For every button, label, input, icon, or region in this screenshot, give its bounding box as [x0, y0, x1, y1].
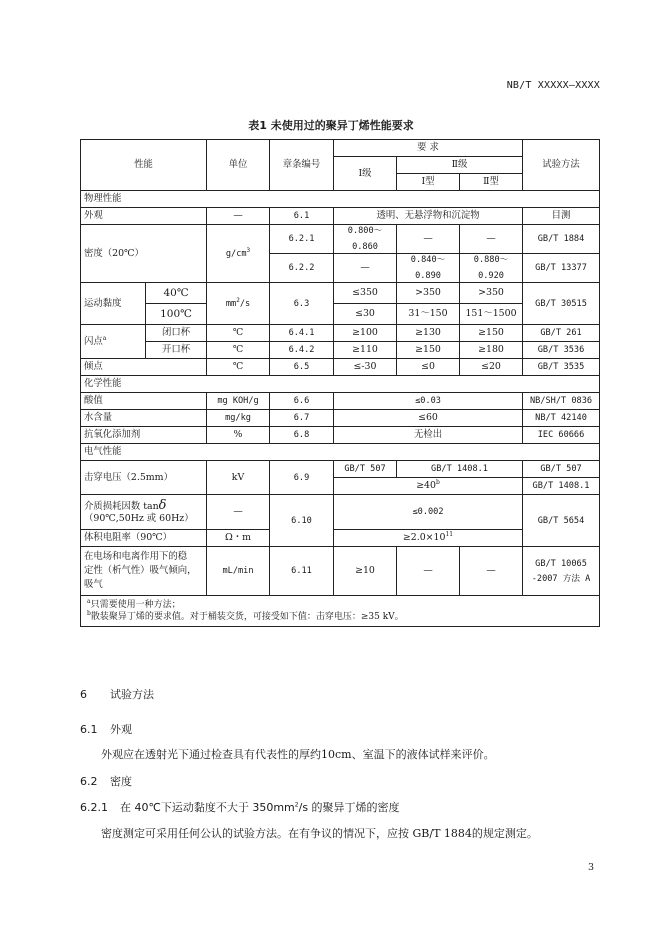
row-type2: ≤20	[460, 359, 523, 376]
row-method: IEC 60666	[523, 427, 600, 444]
page-number: 3	[587, 862, 594, 873]
row-clause: 6.1	[270, 208, 334, 225]
row-unit: Ω・m	[207, 530, 270, 547]
row-type1: 31～150	[397, 304, 460, 325]
row-type1: —	[397, 225, 460, 254]
section-6-2-heading: 6.2 密度	[80, 775, 132, 788]
row-method-a: GB/T 507	[334, 461, 397, 478]
row-method: GB/T 1408.1	[523, 478, 600, 495]
row-name: 运动黏度	[81, 283, 146, 325]
section-row	[81, 191, 600, 208]
table-caption: 表1 未使用过的聚异丁烯性能要求	[248, 119, 414, 132]
row-clause: 6.11	[270, 547, 334, 596]
row-clause: 6.2.2	[270, 254, 334, 283]
row-method: GB/T 30515	[523, 283, 600, 325]
row-name: 酸值	[81, 393, 207, 410]
header-requirement: 要 求	[334, 140, 523, 157]
row-grade1: ≤-30	[334, 359, 397, 376]
row-requirement: $\ge 2.0\times 10^{11}$	[334, 530, 523, 547]
row-unit: mg KOH/g	[207, 393, 270, 410]
section-6-2-1-text: 密度测定可采用任何公认的试验方法。在有争议的情况下，应按 GB/T 1884的规定测定。	[101, 827, 538, 840]
row-method: GB/T 3536	[523, 342, 600, 359]
table-row	[81, 304, 600, 325]
section-6-1-text: 外观应在透射光下通过检查具有代表性的厚约10cm、室温下的液体试样来评价。	[101, 748, 495, 761]
row-unit: %	[207, 427, 270, 444]
row-sub: 闭口杯	[146, 325, 207, 342]
table-row	[81, 342, 600, 359]
row-method: NB/SH/T 0836	[523, 393, 600, 410]
row-sub: 开口杯	[146, 342, 207, 359]
row-clause: 6.8	[270, 427, 334, 444]
row-name: 倾点	[81, 359, 207, 376]
row-method: GB/T 5654	[523, 495, 600, 547]
table-row	[81, 393, 600, 410]
row-method: NB/T 42140	[523, 410, 600, 427]
row-name: 击穿电压（2.5mm）	[81, 461, 207, 495]
row-name: 抗氧化添加剂	[81, 427, 207, 444]
row-clause: 6.5	[270, 359, 334, 376]
section-row	[81, 376, 600, 393]
row-unit: kV	[207, 461, 270, 495]
header-clause: 章条编号	[270, 140, 334, 191]
row-unit: $g/cm^3$	[207, 225, 270, 283]
row-type2: —	[460, 225, 523, 254]
row-grade1: —	[334, 254, 397, 283]
row-method: GB/T 261	[523, 325, 600, 342]
row-type1: >350	[397, 283, 460, 304]
row-method: 目测	[523, 208, 600, 225]
table-row	[81, 359, 600, 376]
row-type1: ≥130	[397, 325, 460, 342]
note-a: $^a$只需要使用一种方法；	[87, 598, 181, 610]
row-method: GB/T 3535	[523, 359, 600, 376]
row-requirement: ≤0.002	[334, 495, 523, 530]
row-grade1: ≥10	[334, 547, 397, 596]
header-type1: Ⅰ型	[397, 174, 460, 191]
notes-row	[81, 596, 600, 627]
row-clause: 6.4.1	[270, 325, 334, 342]
row-type1: ≥150	[397, 342, 460, 359]
row-type2: 0.880～ 0.920	[460, 254, 523, 283]
row-unit: —	[207, 495, 270, 530]
section-6-heading: 6 试验方法	[80, 688, 154, 701]
row-method: GB/T 507	[523, 461, 600, 478]
row-unit: $mm^2/s$	[207, 283, 270, 325]
row-grade1: ≤30	[334, 304, 397, 325]
row-method-b: GB/T 1408.1	[397, 461, 523, 478]
row-requirement: ≤60	[334, 410, 523, 427]
row-clause: 6.4.2	[270, 342, 334, 359]
row-method: GB/T 13377	[523, 254, 600, 283]
row-name: 水含量	[81, 410, 207, 427]
section-row	[81, 444, 600, 461]
row-clause: 6.6	[270, 393, 334, 410]
row-name: 外观	[81, 208, 207, 225]
table-row	[81, 495, 600, 530]
row-grade1: ≤350	[334, 283, 397, 304]
table-header-row	[81, 140, 600, 157]
header-type2: Ⅱ型	[460, 174, 523, 191]
row-type1: ≤0	[397, 359, 460, 376]
row-requirement: ≤0.03	[334, 393, 523, 410]
row-name: 体积电阻率（90℃）	[81, 530, 207, 547]
table-row	[81, 530, 600, 547]
row-requirement: $\ge 40^b$	[334, 478, 523, 495]
section-chemical: 化学性能	[81, 376, 600, 393]
row-type1: 0.840～ 0.890	[397, 254, 460, 283]
row-name: 闪点$^a$	[81, 325, 146, 359]
row-name: 密度（20℃）	[81, 225, 207, 283]
header-unit: 单位	[207, 140, 270, 191]
table-row	[81, 547, 600, 596]
header-grade2: Ⅱ级	[397, 157, 523, 174]
row-method: GB/T 10065 -2007 方法 A	[523, 547, 600, 596]
section-6-2-1-heading: 6.2.1 在 40℃下运动黏度不大于 $350mm^2/s$ 的聚异丁烯的密度	[80, 801, 400, 814]
row-method: GB/T 1884	[523, 225, 600, 254]
row-clause: 6.7	[270, 410, 334, 427]
note-b: $^b$散装聚异丁烯的要求值。对于桶装交货，可接受如下值：击穿电压：≥35 kV。	[87, 610, 404, 622]
section-6-1-heading: 6.1 外观	[80, 723, 132, 736]
table-row	[81, 325, 600, 342]
row-temp: 40℃	[146, 283, 207, 304]
document-code: NB/T XXXXX—XXXX	[506, 80, 600, 91]
table-row	[81, 461, 600, 478]
row-type2: 151～1500	[460, 304, 523, 325]
table-row	[81, 410, 600, 427]
row-type2: >350	[460, 283, 523, 304]
table-row	[81, 427, 600, 444]
row-clause: 6.2.1	[270, 225, 334, 254]
row-unit: —	[207, 208, 270, 225]
table-notes	[81, 596, 600, 627]
section-physical: 物理性能	[81, 191, 600, 208]
row-unit: mg/kg	[207, 410, 270, 427]
row-unit: mL/min	[207, 547, 270, 596]
row-grade1: 0.800～ 0.860	[334, 225, 397, 254]
row-clause: 6.3	[270, 283, 334, 325]
row-type1: —	[397, 547, 460, 596]
header-property: 性能	[81, 140, 207, 191]
row-unit: ℃	[207, 359, 270, 376]
row-grade1: ≥100	[334, 325, 397, 342]
row-requirement: 透明、无悬浮物和沉淀物	[334, 208, 523, 225]
row-type2: ≥150	[460, 325, 523, 342]
row-type2: —	[460, 547, 523, 596]
row-unit: ℃	[207, 325, 270, 342]
row-grade1: ≥110	[334, 342, 397, 359]
header-method: 试验方法	[523, 140, 600, 191]
row-temp: 100℃	[146, 304, 207, 325]
header-grade1: Ⅰ级	[334, 157, 397, 191]
table-row	[81, 208, 600, 225]
row-clause: 6.10	[270, 495, 334, 547]
row-clause: 6.9	[270, 461, 334, 495]
row-name: 在电场和电离作用下的稳 定性（析气性）吸气倾向， 吸气	[81, 547, 207, 596]
row-name: 介质损耗因数 tanδ （90℃,50Hz 或 60Hz）	[81, 495, 207, 530]
property-table	[80, 139, 600, 627]
row-type2: ≥180	[460, 342, 523, 359]
section-electrical: 电气性能	[81, 444, 600, 461]
table-row	[81, 283, 600, 304]
row-unit: ℃	[207, 342, 270, 359]
table-row	[81, 225, 600, 254]
row-requirement: 无检出	[334, 427, 523, 444]
